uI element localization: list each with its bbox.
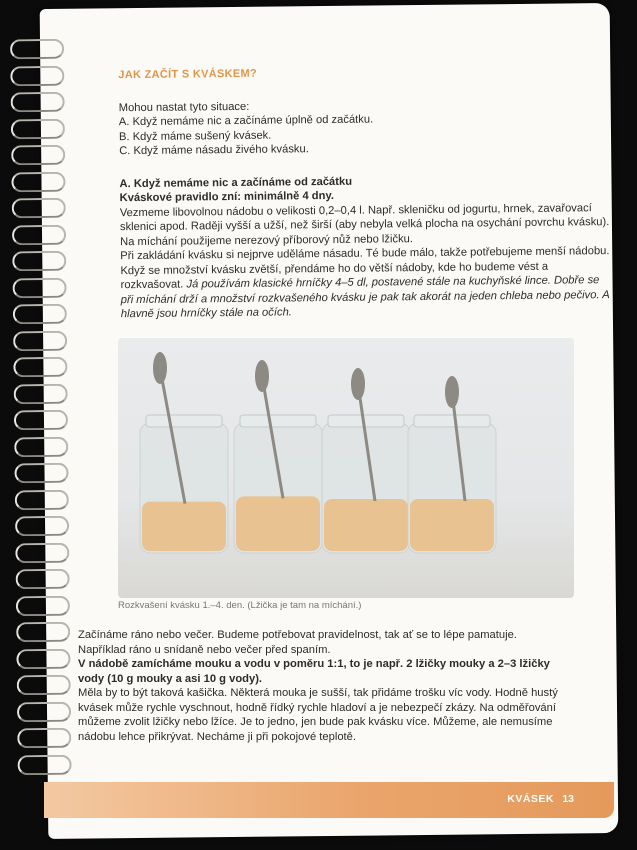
bottom-text [78,628,576,744]
paragraph: Například ráno u snídaně nebo večer před spaním. [78,643,331,656]
spiral-coil [13,357,67,378]
section-rule: Kváskové pravidlo zní: minimálně 4 dny. [119,189,335,205]
spiral-coil [12,277,66,298]
paragraph: Měla by to být taková kašička. Některá mouka je sušší, tak přidáme trošku víc vody. Hodně hustý kvásek může rychle vyschnout, hodně řídký rychle hladoví a je nebezpečí zkázy. Na odměřování můžeme zvolit lžičky nebo lžíce. Je to jedno, jen bude pak kvásku více. Můžeme, ale nemusíme nádobu lehce přikrývat. Necháme ji při pokojové teplotě. [78,687,558,743]
spiral-coil [12,198,66,219]
photo-caption: Rozkvašení kvásku 1.–4. den. (Lžička je tam na míchání.) [118,600,362,611]
spiral-coil [13,330,67,351]
spiral-coil [12,251,66,272]
paragraph: Začínáme ráno nebo večer. Budeme potřebovat pravidelnost, tak ať se to lépe pamatuje. [78,629,517,641]
intro-line: Mohou nastat tyto situace: [118,100,250,114]
paragraph-text: Při zakládání kvásku si nejprve uděláme násadu. Té bude málo, takže potřebujeme menší nádobu. Když se množství kvásku zvětší, přendáme ho do větší nádoby, kde ho budeme vést a rozkvašovat. [120,245,610,292]
page-text [118,63,611,322]
intro-line: B. Když máme sušený kvásek. [118,129,272,143]
spiral-coil [14,410,68,431]
spiral-coil [14,383,68,404]
spiral-coil [13,304,67,325]
paragraph [120,244,611,322]
jar [408,376,496,553]
starter-fill [236,496,320,551]
spiral-coil [16,569,70,590]
starter-fill [410,499,494,551]
jar [322,368,410,553]
spiral-coil [17,675,71,696]
spoon-bowl [153,352,167,384]
jars-illustration [118,338,574,598]
footer-section: KVÁSEK [507,793,554,805]
spiral-coil [16,595,70,616]
paragraph-bold: V nádobě zamícháme mouku a vodu v poměru 1:1, to je např. 2 lžičky mouky a 2–3 lžičky vody (10 g mouky a asi 10 g vody). [78,658,550,685]
starter-fill [142,502,226,551]
page-heading: JAK ZAČÍT S KVÁSKEM? [118,67,258,82]
spiral-coil [17,701,71,722]
spiral-coil [10,39,64,60]
intro-list [119,96,610,159]
intro-line: A. Když nemáme nic a začínáme úplně od začátku. [118,113,374,129]
intro-line: C. Když máme násadu živého kvásku. [119,143,309,158]
section-title: A. Když nemáme nic a začínáme od začátku [119,175,353,190]
spiral-coil [11,118,65,139]
jar [140,352,228,553]
spiral-coil [16,648,70,669]
spiral-coil [15,542,69,563]
spiral-coil [14,436,68,457]
spoon-bowl [255,360,269,392]
spiral-coil [15,489,69,510]
spoon-bowl [351,368,365,400]
spiral-coil [16,622,70,643]
spiral-coil [11,92,65,113]
spiral-coil [17,728,71,749]
spiral-coil [17,754,71,775]
spiral-coil [12,224,66,245]
page-number: 13 [562,793,574,805]
jars-photo [118,338,574,598]
spiral-coil [15,516,69,537]
spiral-coil [14,463,68,484]
spiral-coil [10,65,64,86]
starter-fill [324,499,408,551]
spiral-coil [11,171,65,192]
paragraph: Vezmeme libovolnou nádobu o velikosti 0,2–0,4 l. Např. skleničku od jogurtu, hrnek, zavařovací sklenici apod. Raději vyšší a užší, než širší (aby nebyla velká plocha na osychání povrchu kvásku). Na míchání použijeme nerezový příborový nůž nebo lžičku. [119,201,610,248]
paragraph-italic: Já používám klasické hrníčky 4–5 dl, postavené stále na kuchyňské lince. Dobře se při míchání drží a množství rozkvašeného kvásku je pak tak akorát na jeden chleba nebo pečivo. A hlavně jsou hrníčky stále na očích. [120,274,610,321]
jar [234,360,322,553]
spoon-bowl [445,376,459,408]
spiral-coil [11,145,65,166]
spiral-binding [40,3,610,9]
page-footer [44,782,614,818]
